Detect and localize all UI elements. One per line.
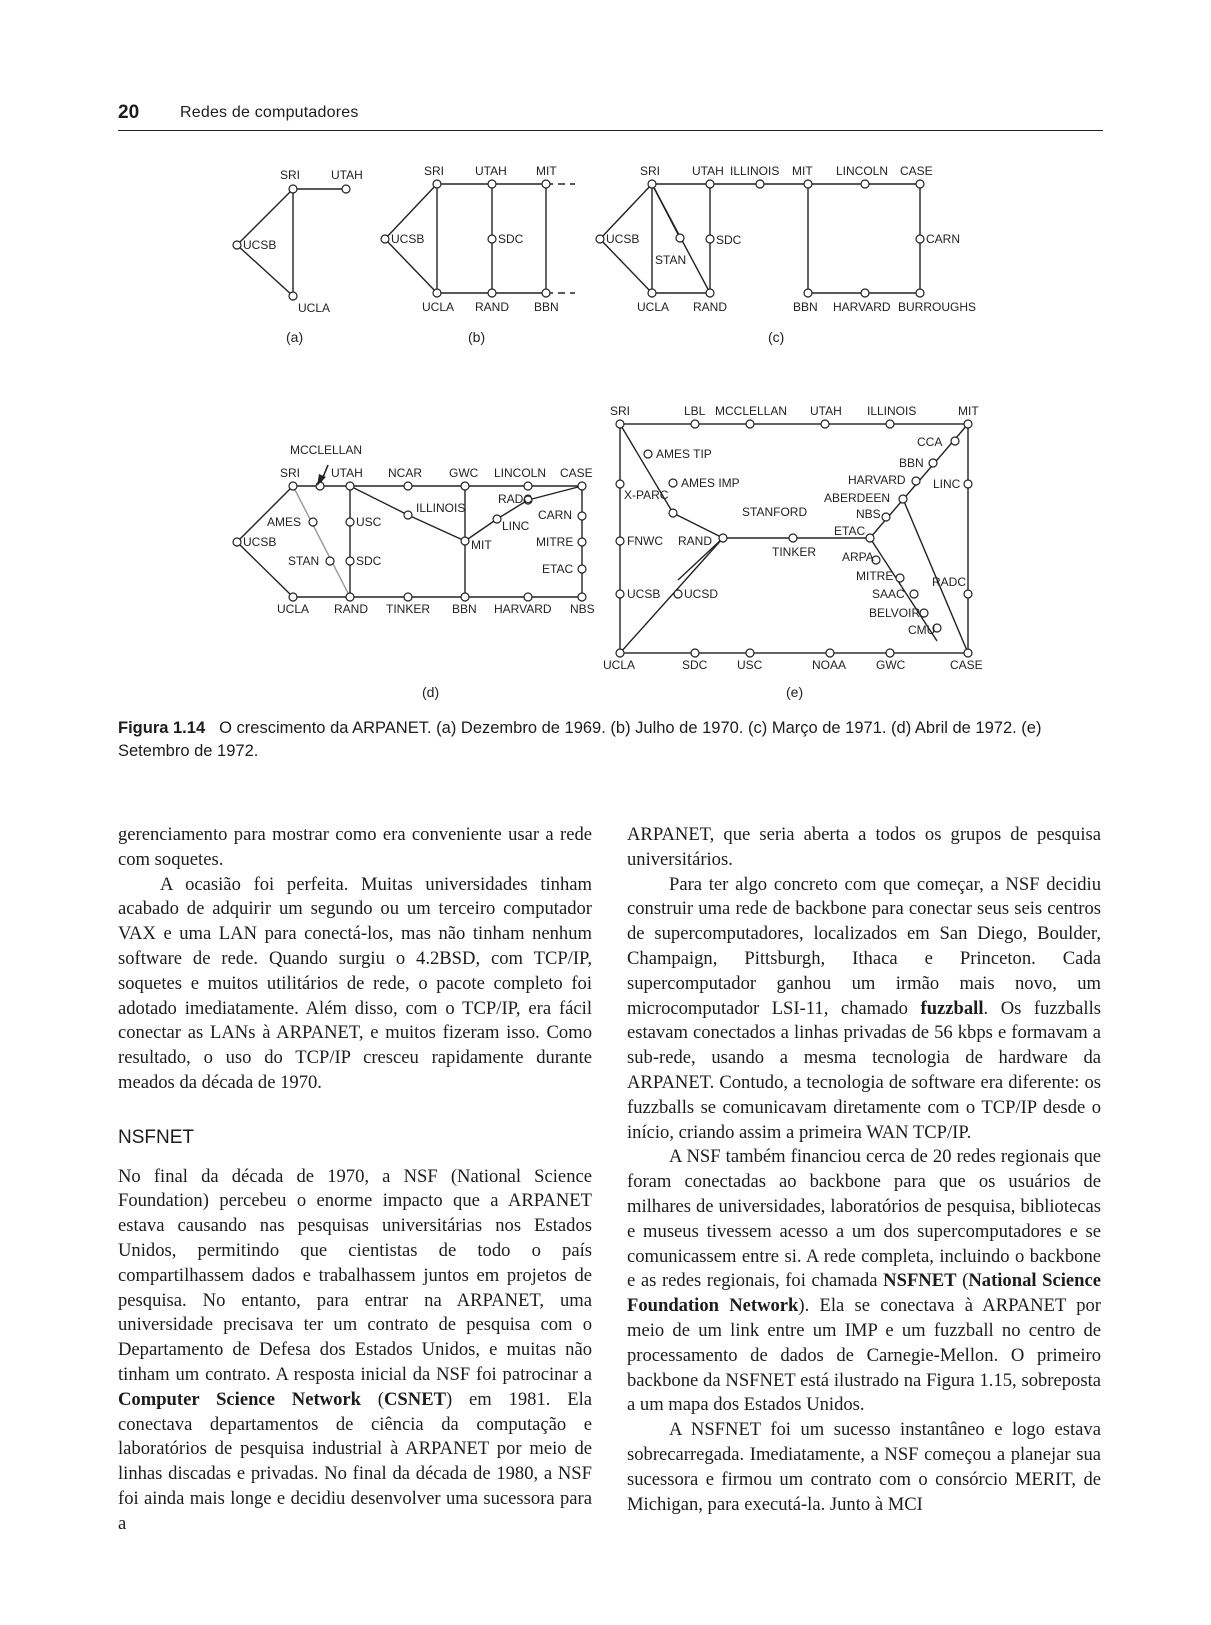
panel-a-labels	[243, 168, 363, 345]
bold-term: fuzzball	[920, 997, 984, 1019]
left-column	[118, 823, 592, 1537]
bold-term: National Science Foundation Network	[627, 1270, 1101, 1317]
node-label: ETAC	[542, 562, 574, 576]
panel-d-labels	[243, 443, 595, 700]
node-label: ILLINOIS	[416, 501, 466, 515]
node-label: MIT	[958, 404, 979, 418]
node-label: ILLINOIS	[867, 404, 917, 418]
figure-caption	[118, 717, 1103, 763]
node-label: CMU	[908, 623, 936, 637]
paragraph	[118, 1165, 592, 1537]
node-label: ILLINOIS	[730, 164, 780, 178]
arpanet-growth-figure	[0, 0, 1211, 710]
node-label: UCSD	[684, 587, 719, 601]
node-label: RAND	[475, 300, 510, 314]
node-label: SRI	[280, 168, 301, 182]
node-label: SRI	[610, 404, 631, 418]
node-label: UTAH	[692, 164, 724, 178]
node-label: UCLA	[277, 602, 310, 616]
paragraph: A ocasião foi perfeita. Muitas universidades tinham acabado de adquirir um segundo ou um terceiro computador VAX e uma LAN para conectá-los, mas não tinham nenhum software de rede. Quando surgiu o 4.2BSD, com TCP/IP, soquetes e muitos utilitários de rede, o pacote completo foi adotado imediatamente. Além disso, com o TCP/IP, era fácil conectar as LANs à ARPANET, e muitos fizeram isso. Como resultado, o uso do TCP/IP cresceu rapidamente durante meados da década de 1970.	[118, 873, 592, 1093]
bold-term: NSFNET	[883, 1270, 957, 1292]
node-label: USC	[356, 515, 382, 529]
node-label: TINKER	[386, 602, 431, 616]
node-label: LINCOLN	[494, 466, 547, 480]
node-label: TINKER	[772, 545, 817, 559]
paragraph: A NSFNET foi um sucesso instantâneo e logo estava sobrecarregada. Imediatamente, a NSF começou a planejar sua sucessora e firmou um contrato com o consórcio MERIT, de Michigan, para executá-la. Junto à MCI	[627, 1419, 1101, 1515]
text-run: ). Ela se conectava à ARPANET por meio de um link entre um IMP e um fuzzball no centro de processamento de dados de Carnegie-Mellon. O primeiro backbone da NSFNET está ilustrado na Figura 1.15, sobreposta a um mapa dos Estados Unidos.	[627, 1295, 1101, 1416]
node-label: MITRE	[536, 535, 574, 549]
node-label: ABERDEEN	[824, 491, 891, 505]
node-label: UCSB	[391, 232, 425, 246]
node-label: MIT	[471, 538, 492, 552]
paragraph	[627, 1145, 1101, 1418]
node-label: SRI	[280, 466, 301, 480]
subfigure-label-e: (e)	[786, 684, 804, 700]
node-label: UTAH	[331, 466, 363, 480]
node-label: FNWC	[627, 534, 663, 548]
node-label: SDC	[498, 232, 524, 246]
text-run: A NSF também financiou cerca de 20 redes regionais que foram conectadas ao backbone para que os usuários de milhares de universidades, laboratórios de pesquisa, bibliotecas e museus tivessem acesso a um dos supercomputadores e se comunicassem entre si. A rede completa, incluindo o backbone e as redes regionais, foi chamada	[627, 1146, 1101, 1292]
node-label: BBN	[793, 300, 818, 314]
node-label: UCLA	[637, 300, 670, 314]
subfigure-label-d: (d)	[422, 684, 440, 700]
node-label: MITRE	[856, 569, 894, 583]
node-label: UCLA	[298, 301, 331, 315]
node-label: CARN	[926, 232, 961, 246]
node-label: CASE	[900, 164, 933, 178]
node-label: STAN	[288, 554, 320, 568]
node-label: BELVOIR	[869, 606, 921, 620]
node-label: AMES TIP	[656, 447, 712, 461]
node-label: X-PARC	[624, 488, 669, 502]
paragraph: gerenciamento para mostrar como era conveniente usar a rede com soquetes.	[118, 824, 592, 870]
node-label: CARN	[538, 508, 573, 522]
node-label: GWC	[449, 466, 479, 480]
node-label: ETAC	[834, 524, 866, 538]
node-label: MIT	[536, 164, 557, 178]
node-label: STANFORD	[742, 505, 808, 519]
node-label: RADC	[498, 492, 533, 506]
node-label: SDC	[682, 658, 708, 672]
node-label: HARVARD	[833, 300, 891, 314]
node-label: LBL	[684, 404, 706, 418]
node-label: NBS	[856, 507, 881, 521]
node-label: SDC	[716, 233, 742, 247]
node-label: BBN	[899, 456, 924, 470]
node-label: NBS	[570, 602, 595, 616]
node-label: MIT	[792, 164, 813, 178]
text-run: ) em 1981. Ela conectava departamentos de ciência da computação e laboratórios de pesquisa industrial à ARPANET por meio de linhas discadas e privadas. No final da década de 1980, a NSF foi ainda mais longe e decidiu desenvolver uma sucessora para a	[118, 1388, 593, 1534]
text-run: No final da década de 1970, a NSF (National Science Foundation) percebeu o enorme impacto que a ARPANET estava causando nas pesquisas universitárias nos Estados Unidos, permitindo que cientistas de todo o país compartilhassem dados e trabalhassem juntos em projetos de pesquisa. No entanto, para entrar na ARPANET, uma universidade precisava ter um contrato de pesquisa com o Departamento de Defesa dos Estados Unidos, e muitas não tinham um contrato. A resposta inicial da NSF foi patrocinar a	[118, 1165, 592, 1385]
node-label: UCLA	[603, 658, 636, 672]
paragraph	[627, 873, 1101, 1146]
node-label: CASE	[560, 466, 593, 480]
node-label: CCA	[917, 435, 943, 449]
node-label: UTAH	[810, 404, 842, 418]
node-label: SRI	[424, 164, 445, 178]
panel-b-labels	[391, 164, 559, 345]
node-label: SRI	[640, 164, 661, 178]
text-run: Para ter algo concreto com que começar, a NSF decidiu construir uma rede de backbone para conectar seus seis centros de supercomputadores, localizados em San Diego, Boulder, Champaign, Pittsburgh, Ithaca e Princeton. Cada supercomputador ganhou um irmão mais novo, um microcomputador LSI-11, chamado	[627, 873, 1101, 1019]
node-label: RADC	[932, 575, 967, 589]
node-label: ARPA	[842, 550, 874, 564]
node-label: CASE	[950, 658, 983, 672]
node-label: GWC	[876, 658, 906, 672]
node-label: LINC	[502, 519, 530, 533]
node-label: MCCLELLAN	[715, 404, 788, 418]
page-number: 20	[118, 102, 140, 123]
text-run: (	[956, 1270, 969, 1292]
node-label: RAND	[693, 300, 728, 314]
text-run: . Os fuzzballs estavam conectados a linhas privadas de 56 kbps e formavam a sub-rede, usando a mesma tecnologia de hardware da ARPANET. Contudo, a tecnologia de software era diferente: os fuzzballs se comunicavam diretamente com o TCP/IP desde o início, criando assim a primeira WAN TCP/IP.	[627, 997, 1101, 1143]
node-label: UCSB	[243, 535, 277, 549]
node-label: HARVARD	[848, 473, 906, 487]
node-label: STAN	[655, 253, 687, 267]
caption-text: O crescimento da ARPANET. (a) Dezembro de 1969. (b) Julho de 1970. (c) Março de 1971. (d) Abril de 1972. (e) Setembro de 1972.	[118, 719, 1042, 760]
text-run: (	[360, 1388, 384, 1410]
figure-label: Figura 1.14	[118, 719, 206, 737]
right-column	[627, 823, 1101, 1517]
bold-term: CSNET	[384, 1388, 447, 1410]
node-label: BURROUGHS	[898, 300, 977, 314]
node-label: UCSB	[606, 232, 640, 246]
node-label: RAND	[334, 602, 369, 616]
subfigure-label-b: (b)	[468, 329, 486, 345]
node-label: RAND	[678, 534, 713, 548]
node-label: UTAH	[475, 164, 507, 178]
node-label: BBN	[534, 300, 559, 314]
node-label: BBN	[452, 602, 477, 616]
node-label: HARVARD	[494, 602, 552, 616]
section-heading: NSFNET	[118, 1126, 194, 1148]
node-label: NOAA	[812, 658, 847, 672]
bold-term: Computer Science Network	[118, 1388, 361, 1410]
node-label: LINCOLN	[836, 164, 889, 178]
subfigure-label-c: (c)	[768, 329, 785, 345]
node-label: UCLA	[422, 300, 455, 314]
node-label: SAAC	[872, 587, 905, 601]
paragraph: ARPANET, que seria aberta a todos os grupos de pesquisa universitários.	[627, 824, 1101, 870]
node-label: MCCLELLAN	[290, 443, 363, 457]
node-label: UTAH	[331, 168, 363, 182]
subfigure-label-a: (a)	[286, 329, 304, 345]
node-label: USC	[737, 658, 763, 672]
running-title: Redes de computadores	[180, 104, 359, 121]
node-label: UCSB	[243, 238, 277, 252]
node-label: LINC	[933, 477, 961, 491]
node-label: SDC	[356, 554, 382, 568]
node-label: AMES	[267, 515, 302, 529]
node-label: AMES IMP	[681, 476, 740, 490]
node-label: UCSB	[627, 587, 661, 601]
node-label: NCAR	[388, 466, 423, 480]
